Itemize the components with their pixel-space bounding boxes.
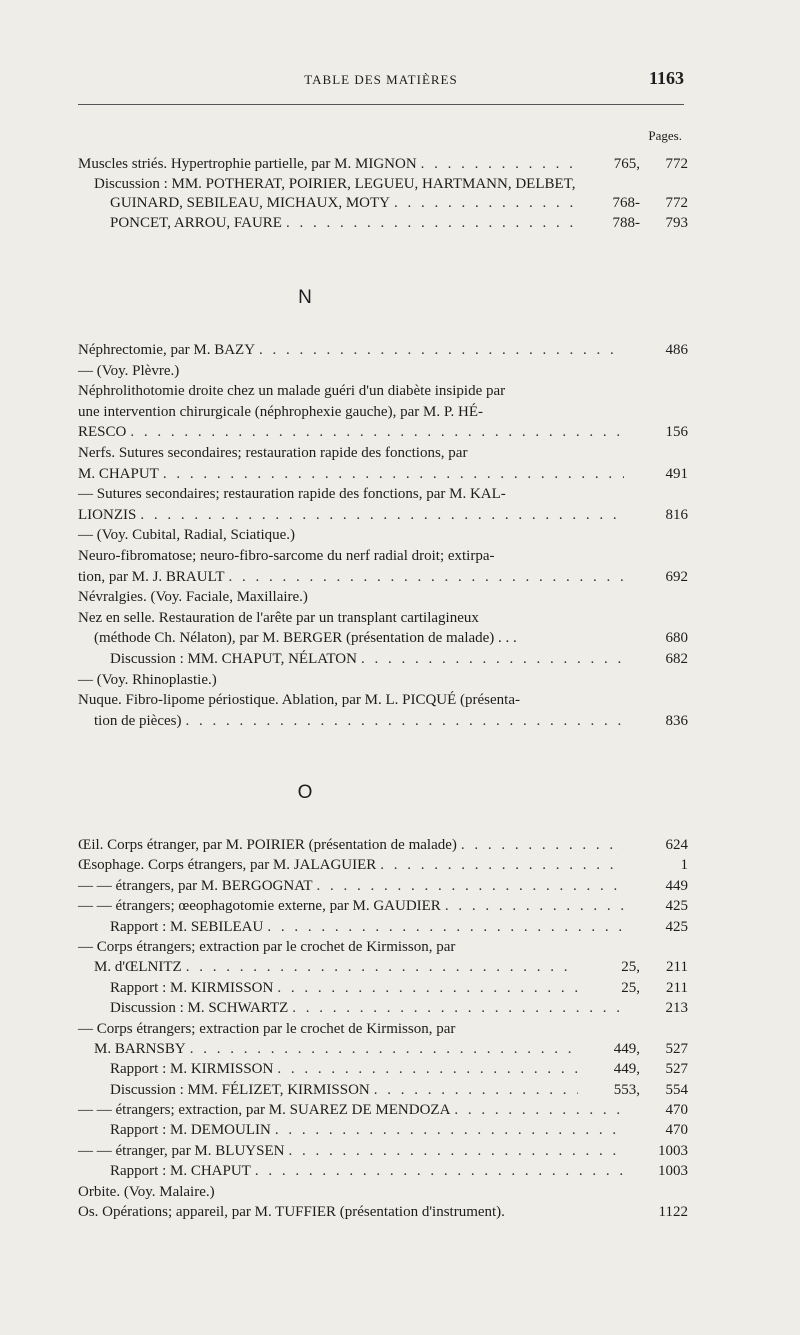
index-entry <box>78 978 688 998</box>
page-ref: 425 <box>665 918 688 935</box>
index-entry <box>78 711 688 732</box>
page-ref: 449, <box>613 1040 640 1057</box>
index-entry <box>78 443 688 464</box>
dot-leader <box>292 998 624 1018</box>
page-ref: 765, <box>613 156 640 172</box>
dot-leader <box>380 855 624 875</box>
entry-text: une intervention chirurgicale (néphrophexie gauche), par M. P. HÉ- <box>78 403 483 420</box>
index-entry <box>78 464 688 485</box>
dot-leader <box>130 422 624 443</box>
index-entry <box>78 175 688 195</box>
entry-text: Œsophage. Corps étrangers, par M. JALAGUIER <box>78 857 377 874</box>
index-entry <box>78 361 688 382</box>
page-ref: 1 <box>680 857 688 874</box>
entry-text: — Sutures secondaires; restauration rapide des fonctions, par M. KAL- <box>78 486 506 503</box>
entry-text: Œil. Corps étranger, par M. POIRIER (présentation de malade) <box>78 837 457 853</box>
entry-text: Discussion : MM. FÉLIZET, KIRMISSON <box>110 1081 370 1098</box>
index-entry <box>78 505 688 526</box>
entry-text: M. BARNSBY <box>94 1040 186 1057</box>
page-ref: 470 <box>665 1102 688 1119</box>
entry-text: — — étrangers; extraction, par M. SUAREZ DE MENDOZA <box>78 1102 451 1119</box>
entry-text: — (Voy. Rhinoplastie.) <box>78 671 217 688</box>
page-ref: 553, <box>613 1081 640 1098</box>
entry-text: Muscles striés. Hypertrophie partielle, par M. MIGNON <box>78 156 417 172</box>
index-entry <box>78 422 688 443</box>
index-entry <box>78 402 688 423</box>
index-entry <box>78 1141 688 1161</box>
pages-column-label: Pages. <box>648 128 682 143</box>
entry-text: — Corps étrangers; extraction par le crochet de Kirmisson, par <box>78 938 456 955</box>
dot-leader <box>190 1039 578 1059</box>
entry-text: RESCO <box>78 424 127 441</box>
dot-leader <box>186 957 578 977</box>
entry-text: Néphrolithotomie droite chez un malade guéri d'un diabète insipide par <box>78 383 506 400</box>
entry-text: Nerfs. Sutures secondaires; restauration rapide des fonctions, par <box>78 444 468 461</box>
entry-text: Nuque. Fibro-lipome périostique. Ablation, par M. L. PICQUÉ (présenta- <box>78 692 521 709</box>
entry-text: Rapport : M. DEMOULIN <box>110 1122 271 1139</box>
entry-text: M. d'ŒLNITZ <box>94 959 182 976</box>
entry-text: — (Voy. Cubital, Radial, Sciatique.) <box>78 527 296 544</box>
page-ref-end: 793 <box>665 214 688 231</box>
dot-leader <box>267 917 624 937</box>
entry-text: Névralgies. (Voy. Faciale, Maxillaire.) <box>78 589 308 606</box>
index-entry <box>78 670 688 691</box>
index-entry <box>78 957 688 977</box>
entry-text: Discussion : M. SCHWARTZ <box>110 1000 289 1017</box>
index-entry <box>78 608 688 629</box>
entry-text: Neuro-fibromatose; neuro-fibro-sarcome du nerf radial droit; extirpa- <box>78 547 495 564</box>
index-entry <box>78 1161 688 1181</box>
page-ref: 816 <box>665 506 688 523</box>
page-ref-end: 211 <box>666 979 688 996</box>
dot-leader <box>229 567 624 588</box>
page-ref-end: 527 <box>665 1040 688 1057</box>
index-entry <box>78 835 688 855</box>
index-entry <box>78 567 688 588</box>
page-ref-end: 554 <box>665 1081 688 1098</box>
index-entry <box>78 1182 688 1202</box>
page-ref: 1003 <box>658 1142 688 1159</box>
dot-leader <box>275 1120 624 1140</box>
index-entry <box>78 1039 688 1059</box>
index-entry <box>78 155 688 175</box>
running-head <box>78 68 684 90</box>
entry-text: — (Voy. Plèvre.) <box>78 362 180 379</box>
page-ref: 449 <box>665 877 688 894</box>
page-ref: 682 <box>665 650 688 667</box>
entry-text: — — étrangers, par M. BERGOGNAT <box>78 877 313 894</box>
page-ref: 1122 <box>658 1204 688 1221</box>
dot-leader <box>277 1059 578 1079</box>
dot-leader <box>445 896 624 916</box>
index-entry <box>78 649 688 670</box>
page-ref: 680 <box>665 630 688 647</box>
index-entry <box>78 546 688 567</box>
dot-leader <box>286 214 578 234</box>
page-ref-end: 772 <box>665 156 688 172</box>
index-entry <box>78 214 688 234</box>
section-o <box>78 835 688 1222</box>
page-ref: 491 <box>665 465 688 482</box>
running-title: TABLE DES MATIÈRES <box>304 72 458 87</box>
page-ref-end: 211 <box>666 959 688 976</box>
entry-text: — — étrangers; œeophagotomie externe, par M. GAUDIER <box>78 898 441 915</box>
page-ref: 25, <box>621 979 640 996</box>
dot-leader <box>255 1161 624 1181</box>
entry-text: Os. Opérations; appareil, par M. TUFFIER (présentation d'instrument). <box>78 1204 505 1221</box>
entry-text: PONCET, ARROU, FAURE <box>110 214 282 231</box>
index-entry <box>78 896 688 916</box>
index-entry <box>78 876 688 896</box>
index-entry <box>78 628 688 649</box>
index-entry <box>78 998 688 1018</box>
page-ref: 788- <box>612 214 640 231</box>
entry-text: Rapport : M. CHAPUT <box>110 1163 251 1180</box>
dot-leader <box>361 649 624 670</box>
index-entry <box>78 194 688 214</box>
dot-leader <box>163 464 624 485</box>
page-ref: 25, <box>621 959 640 976</box>
entry-text: Nez en selle. Restauration de l'arête par un transplant cartilagineux <box>78 609 479 626</box>
page-ref: 836 <box>665 712 688 729</box>
letter-heading-n: N <box>298 287 312 308</box>
dot-leader <box>259 340 624 361</box>
page-ref: 486 <box>665 342 688 358</box>
page-ref: 624 <box>665 837 688 853</box>
letter-heading-o: O <box>297 782 313 803</box>
entry-text: Néphrectomie, par M. BAZY <box>78 342 256 358</box>
dot-leader <box>185 711 624 732</box>
dot-leader <box>454 1100 624 1120</box>
page-ref: 449, <box>613 1061 640 1078</box>
dot-leader <box>140 505 624 526</box>
index-entry <box>78 381 688 402</box>
entry-text: M. CHAPUT <box>78 465 159 482</box>
entry-text: Orbite. (Voy. Malaire.) <box>78 1183 215 1200</box>
entry-text: Rapport : M. SEBILEAU <box>110 918 264 935</box>
section-m-continued <box>78 155 688 233</box>
page-ref: 156 <box>665 424 688 441</box>
entry-text: Rapport : M. KIRMISSON <box>110 1061 274 1078</box>
section-n <box>78 340 688 731</box>
dot-leader <box>288 1141 624 1161</box>
page-ref: 470 <box>665 1122 688 1139</box>
entry-text: — Corps étrangers; extraction par le crochet de Kirmisson, par <box>78 1020 456 1037</box>
entry-text: Discussion : MM. POTHERAT, POIRIER, LEGUEU, HARTMANN, DELBET, <box>94 175 576 192</box>
entry-text: tion de pièces) <box>94 712 182 729</box>
entry-text: tion, par M. J. BRAULT <box>78 568 225 585</box>
dot-leader <box>277 978 578 998</box>
dot-leader <box>461 835 624 855</box>
index-entry <box>78 937 688 957</box>
page-ref: 425 <box>665 898 688 915</box>
index-entry <box>78 1059 688 1079</box>
index-entry <box>78 1202 688 1222</box>
dot-leader <box>374 1080 578 1100</box>
page-ref-end: 527 <box>665 1061 688 1078</box>
page-ref: 692 <box>665 568 688 585</box>
entry-text: Discussion : MM. CHAPUT, NÉLATON <box>110 650 357 667</box>
index-entry <box>78 1120 688 1140</box>
index-entry <box>78 1080 688 1100</box>
page-ref: 1003 <box>658 1163 688 1180</box>
index-entry <box>78 855 688 875</box>
entry-text: GUINARD, SEBILEAU, MICHAUX, MOTY <box>110 195 390 211</box>
entry-text: (méthode Ch. Nélaton), par M. BERGER (présentation de malade) . . . <box>94 630 517 647</box>
page-ref: 213 <box>665 1000 688 1017</box>
header-rule <box>78 104 684 105</box>
dot-leader <box>317 876 624 896</box>
index-entry <box>78 1100 688 1120</box>
dot-leader <box>394 194 578 214</box>
entry-text: Rapport : M. KIRMISSON <box>110 979 274 996</box>
entry-text: — — étranger, par M. BLUYSEN <box>78 1142 285 1159</box>
page-ref: 768- <box>612 195 640 211</box>
index-entry <box>78 690 688 711</box>
index-entry <box>78 484 688 505</box>
index-entry <box>78 525 688 546</box>
page-ref-end: 772 <box>665 195 688 211</box>
entry-text: LIONZIS <box>78 506 137 523</box>
index-entry <box>78 340 688 361</box>
index-entry <box>78 917 688 937</box>
page-number: 1163 <box>648 68 684 88</box>
dot-leader <box>421 155 578 175</box>
index-entry <box>78 587 688 608</box>
index-entry <box>78 1019 688 1039</box>
